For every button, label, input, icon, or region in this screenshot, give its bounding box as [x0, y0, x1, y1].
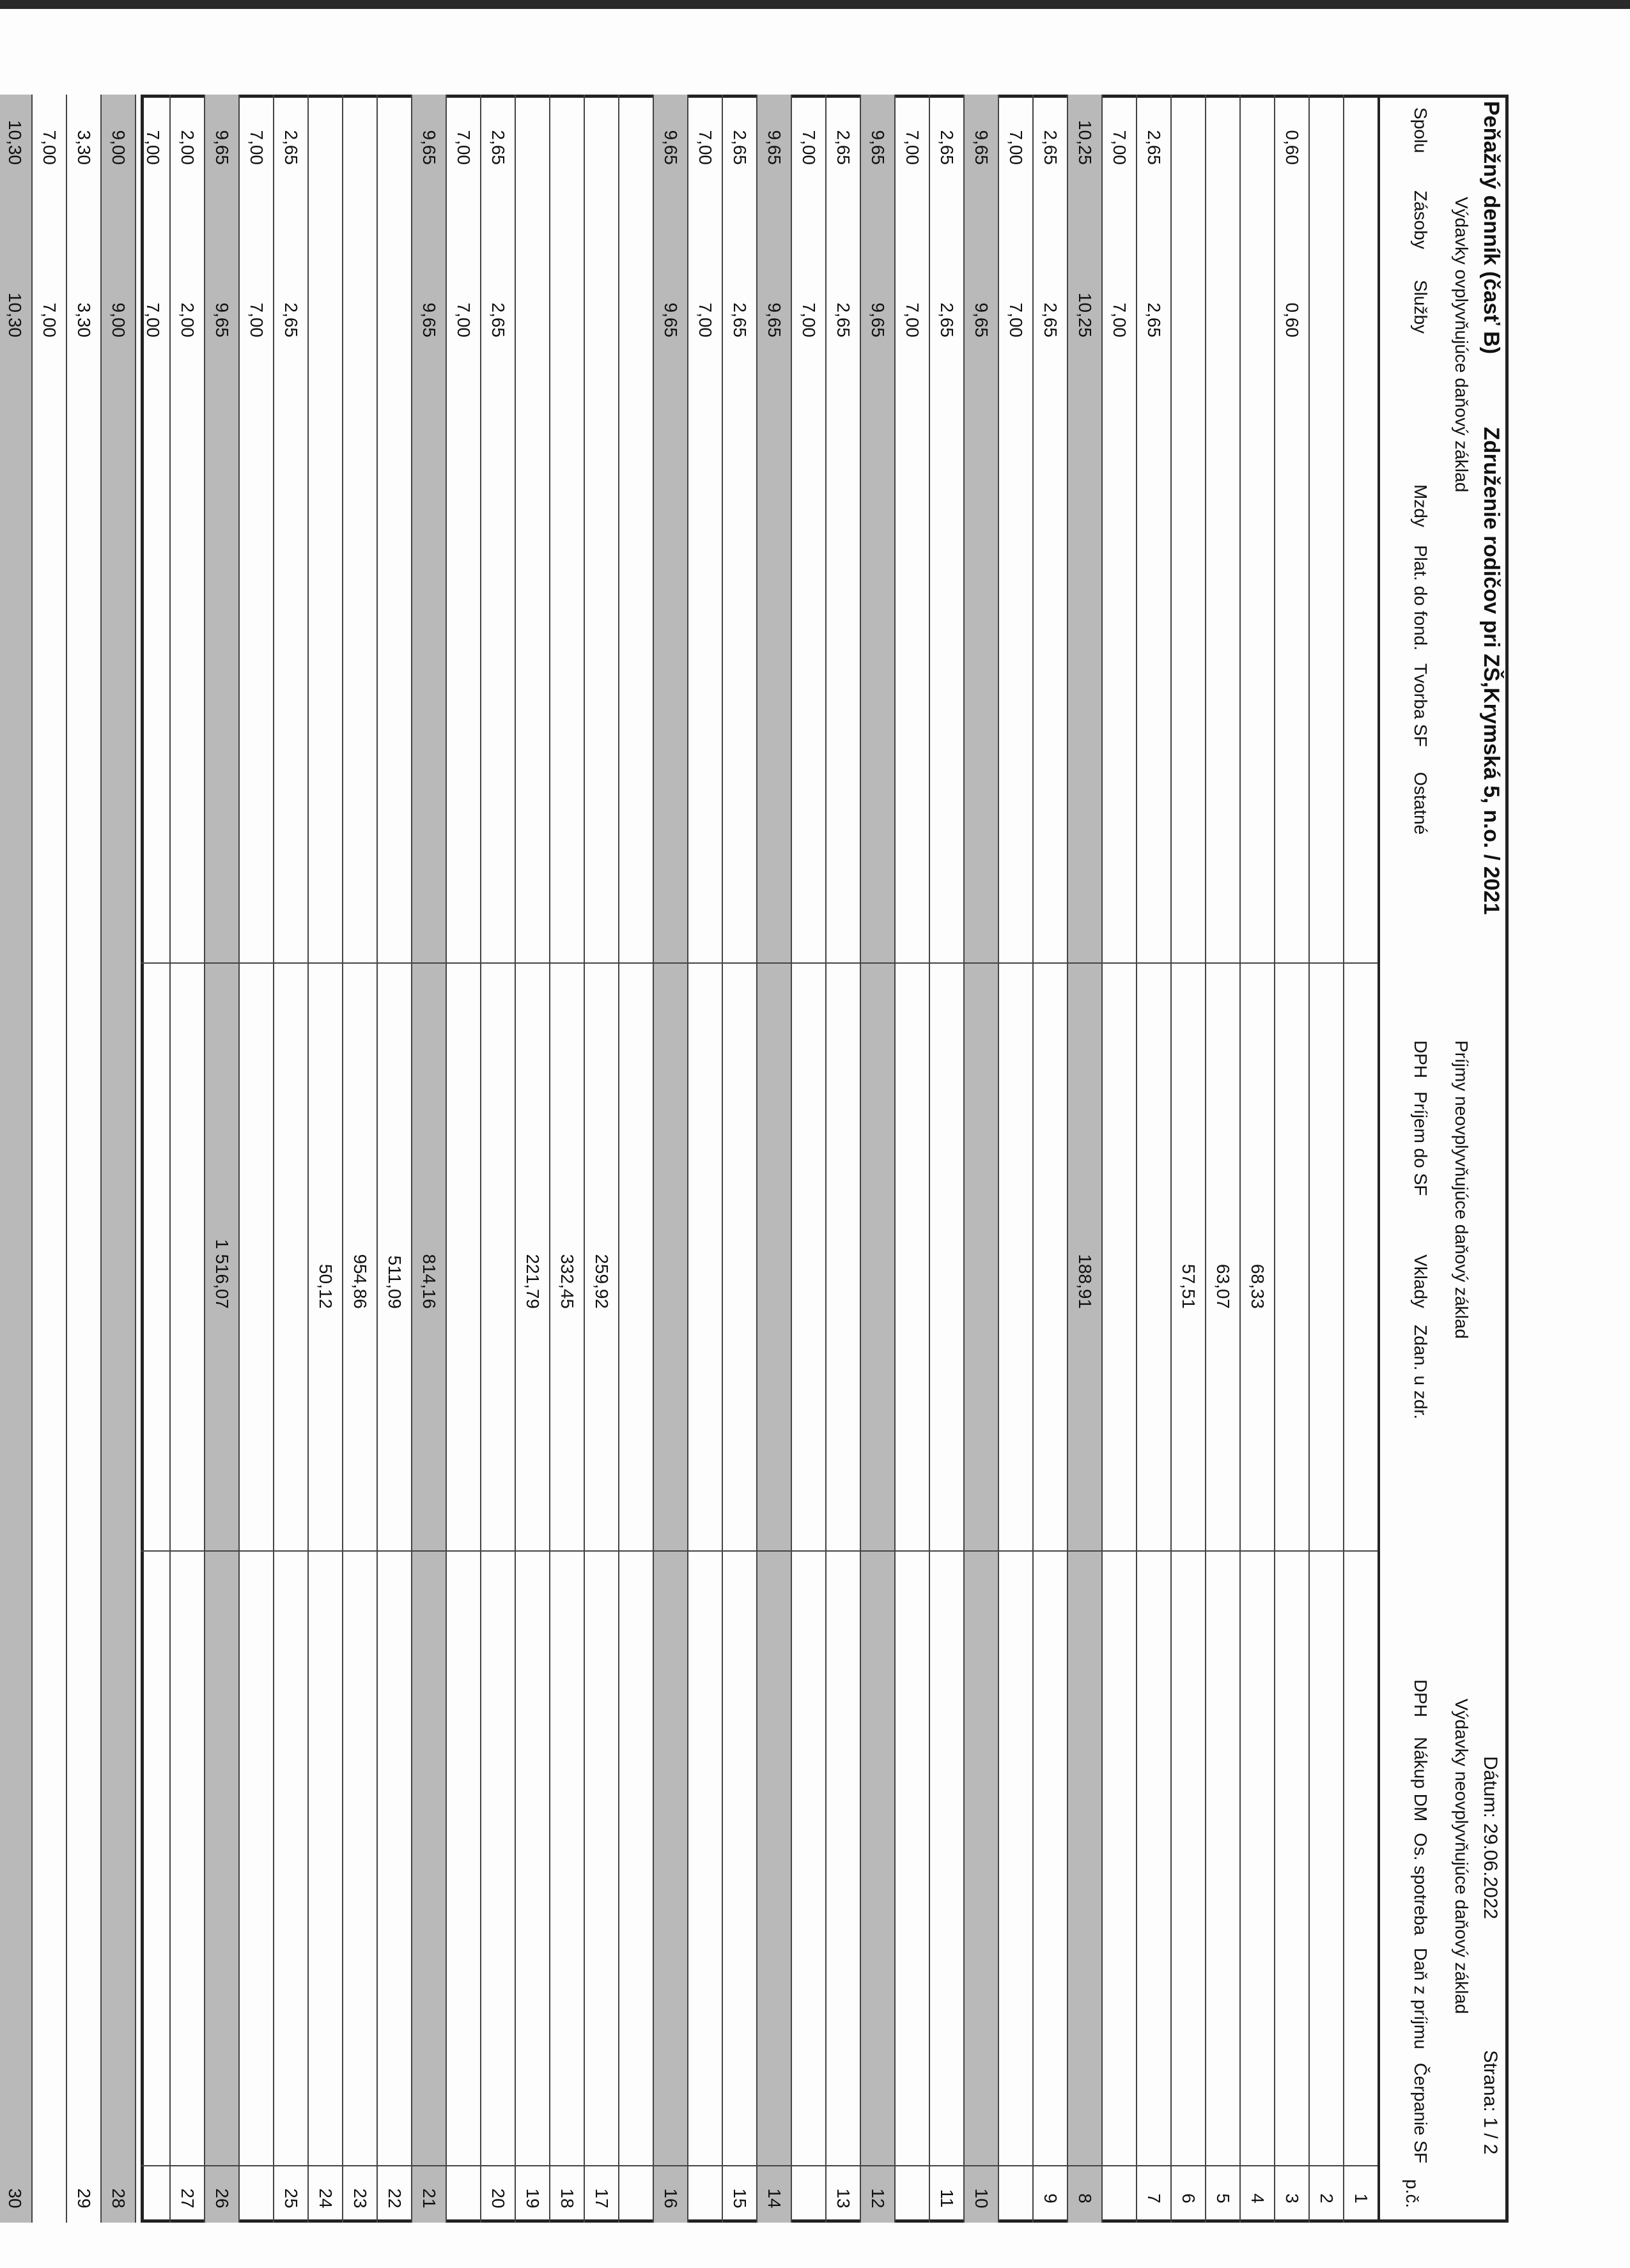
table-row — [618, 95, 653, 2223]
cell-spolu: 2,65 — [937, 130, 957, 165]
cell-sluzby: 9,65 — [661, 302, 681, 337]
cell-pc: 22 — [385, 2188, 405, 2209]
cell-spolu: 7,00 — [695, 130, 715, 165]
table-row — [1274, 95, 1308, 2223]
cell-sluzby: 7,00 — [454, 302, 474, 337]
cell-sluzby: 0,60 — [1282, 302, 1302, 337]
col-poradove-cislo: p.č. — [1402, 2179, 1422, 2209]
table-row — [515, 95, 549, 2223]
cell-pc: 3 — [1282, 2193, 1302, 2203]
cell-sluzby: 10,30 — [5, 292, 25, 337]
organization-title: Združenie rodičov pri ZŠ,Krymská 5, n.o. / 2021 — [1479, 427, 1503, 915]
table-row — [411, 95, 446, 2223]
cell-pc: 15 — [730, 2188, 750, 2209]
cell-sluzby: 2,00 — [178, 302, 198, 337]
cell-pc: 17 — [592, 2188, 612, 2209]
table-row — [1239, 95, 1274, 2223]
table-row — [929, 95, 963, 2223]
cell-sluzby: 7,00 — [143, 302, 163, 337]
col-tvorba-sf: Tvorba SF — [1411, 663, 1431, 747]
cell-pc: 11 — [937, 2189, 957, 2208]
table-row — [100, 95, 135, 2223]
cell-spolu: 9,00 — [109, 130, 128, 165]
cell-spolu: 9,65 — [765, 130, 784, 165]
cell-spolu: 2,00 — [178, 130, 198, 165]
cell-vklady: 188,91 — [1075, 1254, 1095, 1309]
table-row — [66, 95, 100, 2223]
cell-pc: 26 — [212, 2188, 232, 2209]
cell-spolu: 7,00 — [247, 130, 267, 165]
table-row — [1308, 95, 1343, 2223]
cash-journal-sheet — [5, 95, 1509, 2223]
table-row — [722, 95, 756, 2223]
cell-pc: 14 — [765, 2188, 784, 2209]
table-row — [273, 95, 307, 2223]
cell-spolu: 10,25 — [1075, 120, 1095, 165]
cell-vklady: 63,07 — [1213, 1263, 1233, 1309]
journal-title: Peňažný denník (časť B) — [1479, 101, 1503, 355]
table-row — [1136, 95, 1170, 2223]
cell-spolu: 10,30 — [5, 120, 25, 165]
cell-vklady: 50,12 — [316, 1263, 336, 1309]
cell-spolu: 2,65 — [834, 130, 853, 165]
table-row — [1032, 95, 1067, 2223]
col-zasoby: Zásoby — [1411, 190, 1431, 249]
cell-pc: 12 — [868, 2188, 888, 2209]
col-dph-expense: DPH — [1411, 1679, 1431, 1718]
date-label: Dátum: — [1480, 1756, 1501, 1818]
cell-spolu: 0,60 — [1282, 130, 1302, 165]
cell-pc: 20 — [488, 2188, 508, 2209]
col-spolu: Spolu — [1411, 107, 1431, 153]
col-dan-z-prijmu: Daň z príjmu — [1411, 1948, 1431, 2049]
cell-vklady: 511,09 — [385, 1255, 405, 1309]
cell-pc: 10 — [972, 2188, 991, 2209]
group-expenses-affecting: Výdavky ovplyvňujúce daňový základ — [1452, 197, 1471, 493]
cell-pc: 8 — [1075, 2193, 1095, 2203]
section-divider-3 — [141, 2165, 1378, 2166]
group-expenses-not-affecting: Výdavky neovplyvňujúce daňový základ — [1452, 1699, 1471, 2014]
cell-sluzby: 2,65 — [488, 302, 508, 337]
col-os-spotreba: Os. spotreba — [1411, 1833, 1431, 1936]
table-row — [446, 95, 480, 2223]
cell-pc: 23 — [350, 2188, 370, 2209]
col-prijem-do-sf: Príjem do SF — [1411, 1092, 1431, 1196]
cell-sluzby: 7,00 — [695, 302, 715, 337]
table-row — [653, 95, 687, 2223]
date-field — [1479, 1756, 1501, 1919]
cell-spolu: 9,65 — [212, 130, 232, 165]
col-ostatne: Ostatné — [1411, 772, 1431, 835]
table-row — [963, 95, 998, 2223]
cell-spolu: 7,00 — [40, 130, 59, 165]
table-row — [584, 95, 618, 2223]
col-mzdy: Mzdy — [1411, 484, 1431, 527]
table-row — [687, 95, 722, 2223]
cell-pc: 4 — [1248, 2193, 1268, 2203]
table-row — [31, 95, 66, 2223]
cell-spolu: 9,65 — [419, 130, 439, 165]
col-plat-do-fond: Plat. do fond. — [1411, 545, 1431, 651]
cell-pc: 25 — [281, 2188, 301, 2209]
cell-sluzby: 2,65 — [1041, 302, 1060, 337]
cell-pc: 7 — [1144, 2193, 1164, 2203]
cell-spolu: 9,65 — [868, 130, 888, 165]
table-row — [549, 95, 584, 2223]
table-row — [135, 95, 169, 2223]
table-row — [307, 95, 342, 2223]
cell-pc: 2 — [1317, 2193, 1337, 2203]
table-row — [894, 95, 929, 2223]
cell-sluzby: 7,00 — [903, 302, 922, 337]
cell-spolu: 7,00 — [799, 130, 819, 165]
cell-sluzby: 7,00 — [247, 302, 267, 337]
journal-rows — [0, 95, 1378, 2223]
cell-sluzby: 7,00 — [40, 302, 59, 337]
cell-pc: 28 — [109, 2188, 128, 2209]
cell-sluzby: 9,65 — [212, 302, 232, 337]
cell-pc: 1 — [1351, 2193, 1371, 2203]
cell-sluzby: 7,00 — [1006, 302, 1026, 337]
table-row — [1067, 95, 1101, 2223]
cell-spolu: 7,00 — [1006, 130, 1026, 165]
cell-sluzby: 9,65 — [972, 302, 991, 337]
cell-sluzby: 3,30 — [74, 302, 94, 337]
cell-sluzby: 9,00 — [109, 302, 128, 337]
table-row — [342, 95, 376, 2223]
cell-spolu: 2,65 — [1144, 130, 1164, 165]
cell-pc: 18 — [557, 2188, 577, 2209]
table-row — [1101, 95, 1136, 2223]
journal-header — [1378, 95, 1509, 2223]
date-value: 29.06.2022 — [1480, 1823, 1501, 1920]
page-label: Strana: — [1480, 2050, 1501, 2112]
table-row — [169, 95, 204, 2223]
scan-top-edge — [0, 0, 1630, 9]
cell-vklady: 954,86 — [350, 1254, 370, 1309]
cell-pc: 30 — [5, 2188, 25, 2209]
cell-pc: 6 — [1179, 2193, 1199, 2203]
cell-vklady: 814,16 — [419, 1254, 439, 1309]
cell-spolu: 7,00 — [1110, 130, 1129, 165]
section-divider-1 — [141, 962, 1378, 964]
cell-vklady: 57,51 — [1179, 1263, 1199, 1309]
cell-spolu: 9,65 — [972, 130, 991, 165]
table-row — [1205, 95, 1239, 2223]
col-cerpanie-sf: Čerpanie SF — [1411, 2063, 1431, 2164]
cell-pc: 5 — [1213, 2193, 1233, 2203]
cell-spolu: 7,00 — [454, 130, 474, 165]
cell-spolu: 2,65 — [488, 130, 508, 165]
cell-sluzby: 9,65 — [765, 302, 784, 337]
cell-spolu: 2,65 — [1041, 130, 1060, 165]
page-value: 1 / 2 — [1480, 2117, 1501, 2155]
section-divider-2 — [141, 1550, 1378, 1552]
col-nakup-dm: Nákup DM — [1411, 1737, 1431, 1822]
table-row — [825, 95, 860, 2223]
table-row — [1170, 95, 1205, 2223]
table-row — [860, 95, 894, 2223]
table-row — [1343, 95, 1378, 2223]
cell-vklady: 221,79 — [523, 1254, 543, 1309]
cell-sluzby: 2,65 — [281, 302, 301, 337]
table-row — [480, 95, 515, 2223]
table-row — [791, 95, 825, 2223]
table-row — [376, 95, 411, 2223]
cell-vklady: 332,45 — [557, 1254, 577, 1309]
cell-spolu: 9,65 — [661, 130, 681, 165]
cell-pc: 13 — [834, 2188, 853, 2209]
col-dph-income: DPH — [1411, 1040, 1431, 1079]
cell-pc: 24 — [316, 2188, 336, 2209]
cell-pc: 16 — [661, 2188, 681, 2209]
table-row — [756, 95, 791, 2223]
cell-sluzby: 2,65 — [834, 302, 853, 337]
cell-spolu: 2,65 — [730, 130, 750, 165]
cell-sluzby: 2,65 — [937, 302, 957, 337]
cell-pc: 27 — [178, 2188, 198, 2209]
cell-vklady: 68,33 — [1248, 1263, 1268, 1309]
cell-pc: 21 — [419, 2188, 439, 2209]
page-field — [1479, 2050, 1501, 2154]
cell-pc: 19 — [523, 2188, 543, 2209]
table-row — [0, 95, 31, 2223]
cell-sluzby: 9,65 — [868, 302, 888, 337]
col-vklady: Vklady — [1411, 1254, 1431, 1309]
col-zdan-u-zdr: Zdan. u zdr. — [1411, 1325, 1431, 1419]
table-row — [238, 95, 273, 2223]
cell-sluzby: 2,65 — [730, 302, 750, 337]
table-row — [998, 95, 1032, 2223]
cell-sluzby: 7,00 — [799, 302, 819, 337]
cell-sluzby: 9,65 — [419, 302, 439, 337]
cell-sluzby: 10,25 — [1075, 292, 1095, 337]
group-income-not-affecting: Príjmy neovplyvňujúce daňový základ — [1452, 1040, 1471, 1339]
cell-sluzby: 2,65 — [1144, 302, 1164, 337]
cell-pc: 29 — [74, 2188, 94, 2209]
cell-spolu: 3,30 — [74, 130, 94, 165]
col-sluzby: Služby — [1411, 280, 1431, 334]
cell-sluzby: 7,00 — [1110, 302, 1129, 337]
cell-spolu: 2,65 — [281, 130, 301, 165]
cell-spolu: 7,00 — [143, 130, 163, 165]
cell-vklady: 1 516,07 — [212, 1239, 232, 1309]
cell-spolu: 7,00 — [903, 130, 922, 165]
cell-vklady: 259,92 — [592, 1254, 612, 1309]
cell-pc: 9 — [1041, 2193, 1060, 2203]
table-row — [204, 95, 238, 2223]
